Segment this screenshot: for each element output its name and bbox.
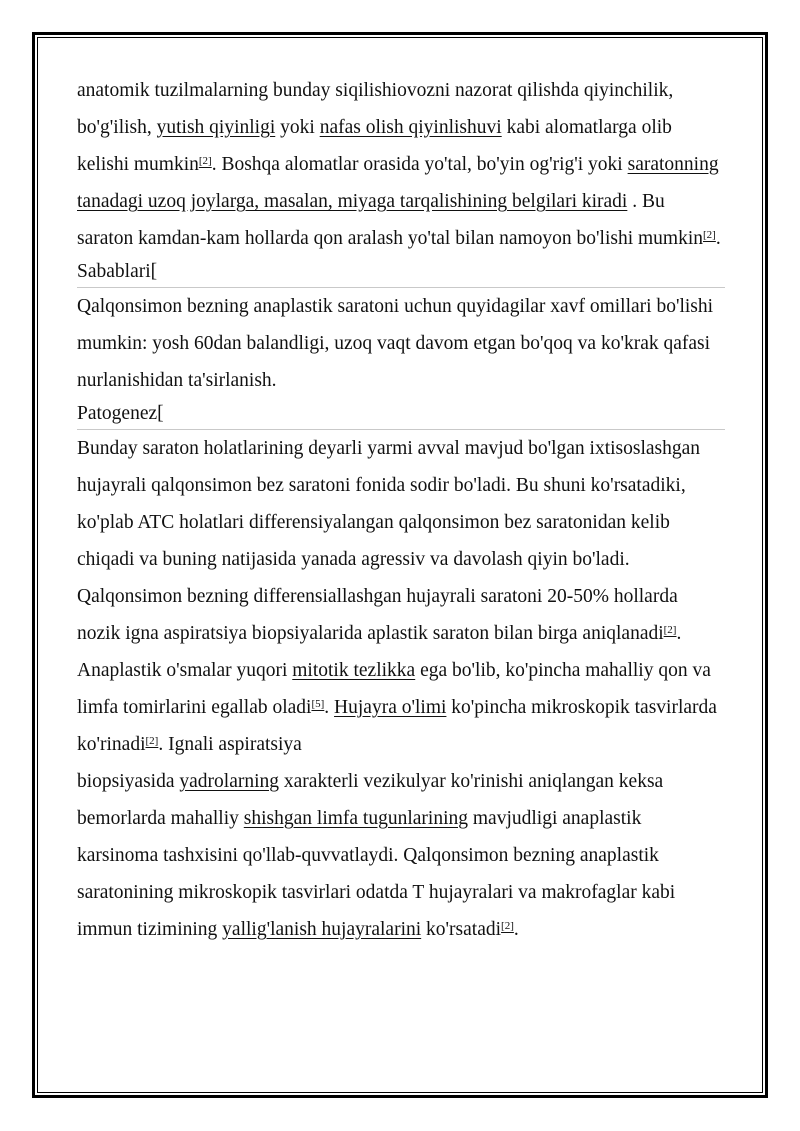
text: .: [715, 228, 721, 249]
text: ko'pincha mikroskopik tasvirlarda ko'rinadi: [77, 697, 717, 755]
text: .: [513, 919, 519, 940]
text: . Ignali aspiratsiya: [158, 734, 302, 755]
text: biopsiyasida: [77, 771, 180, 792]
link-nuclei[interactable]: yadrolarning: [179, 771, 280, 792]
link-swallowing-difficulty[interactable]: yutish qiyinligi: [156, 117, 276, 138]
paragraph-pathogenesis: [77, 430, 725, 652]
citation-ref[interactable]: [2]: [145, 735, 159, 747]
link-cell-death[interactable]: Hujayra o'limi: [334, 697, 447, 718]
citation-ref[interactable]: [2]: [703, 229, 716, 241]
section-heading-pathogenesis: Patogenez[: [77, 399, 725, 430]
text: yoki: [275, 117, 320, 138]
paragraph-risk-factors: Qalqonsimon bezning anaplastik saratoni uchun quyidagilar xavf omillari bo'lishi mumkin: yosh 60dan balandligi, uzoq vaqt davom etgan bo'qoq va ko'krak qafasi nurlanishidan ta'sirlanish.: [77, 296, 714, 391]
text: ko'rsatadi: [421, 919, 502, 940]
citation-ref[interactable]: [2]: [501, 920, 514, 932]
paragraph-symptoms: [77, 72, 725, 257]
text: ega bo'lib, ko'pincha mahalliy qon va limfa tomirlarini egallab oladi: [77, 660, 711, 718]
link-breathing-difficulty[interactable]: nafas olish qiyinlishuvi: [319, 117, 502, 138]
document-body: [77, 72, 725, 948]
citation-ref[interactable]: [2]: [663, 624, 677, 636]
text: .: [324, 697, 335, 718]
citation-ref[interactable]: [5]: [311, 698, 325, 710]
text: xarakterli vezikulyar ko'rinishi aniqlangan keksa bemorlarda mahalliy: [77, 771, 664, 829]
paragraph-anaplastic: [77, 652, 725, 948]
link-mitotic-rate[interactable]: mitotik tezlikka: [292, 660, 416, 681]
section-heading-causes: Sabablari[: [77, 257, 725, 288]
text: . Boshqa alomatlar orasida yo'tal, bo'yin og'rig'i yoki: [211, 154, 628, 175]
text: . Bu saraton kamdan-kam hollarda qon aralash yo'tal bilan namoyon bo'lishi mumkin: [77, 191, 704, 249]
text: anatomik tuzilmalarning bunday siqilishiovozni nazorat qilishda qiyinchilik, bo'g'ilish,: [77, 80, 674, 138]
text: Bunday saraton holatlarining deyarli yarmi avval mavjud bo'lgan ixtisoslashgan hujayrali qalqonsimon bez saratoni fonida sodir bo'ladi. Bu shuni ko'rsatadiki, ko'plab ATC holatlari differensiyalangan qalqonsimon bez saratonidan kelib chiqadi va buning natijasida yanada agressiv va davolash qiyin bo'ladi. Qalqonsimon bezning differensiallashgan hujayrali saratoni 20-50% hollarda nozik igna aspiratsiya biopsiyalarida aplastik saraton bilan birga aniqlanadi: [77, 438, 701, 644]
text: .: [676, 623, 682, 644]
text: mavjudligi anaplastik karsinoma tashxisini qo'llab-quvvatlaydi. Qalqonsimon bezning anaplastik saratonining mikroskopik tasvirlari odatda T hujayralari va makrofaglar kabi immun tizimining: [77, 808, 676, 940]
link-swollen-lymph-nodes[interactable]: shishgan limfa tugunlarining: [243, 808, 469, 829]
text: Anaplastik o'smalar yuqori: [77, 660, 293, 681]
link-inflammatory-cells[interactable]: yallig'lanish hujayralarini: [222, 919, 422, 940]
text: kabi alomatlarga olib kelishi mumkin: [77, 117, 672, 175]
citation-ref[interactable]: [2]: [198, 155, 212, 167]
link-metastasis-signs[interactable]: saratonning tanadagi uzoq joylarga, masalan, miyaga tarqalishining belgilari kiradi: [77, 154, 719, 212]
